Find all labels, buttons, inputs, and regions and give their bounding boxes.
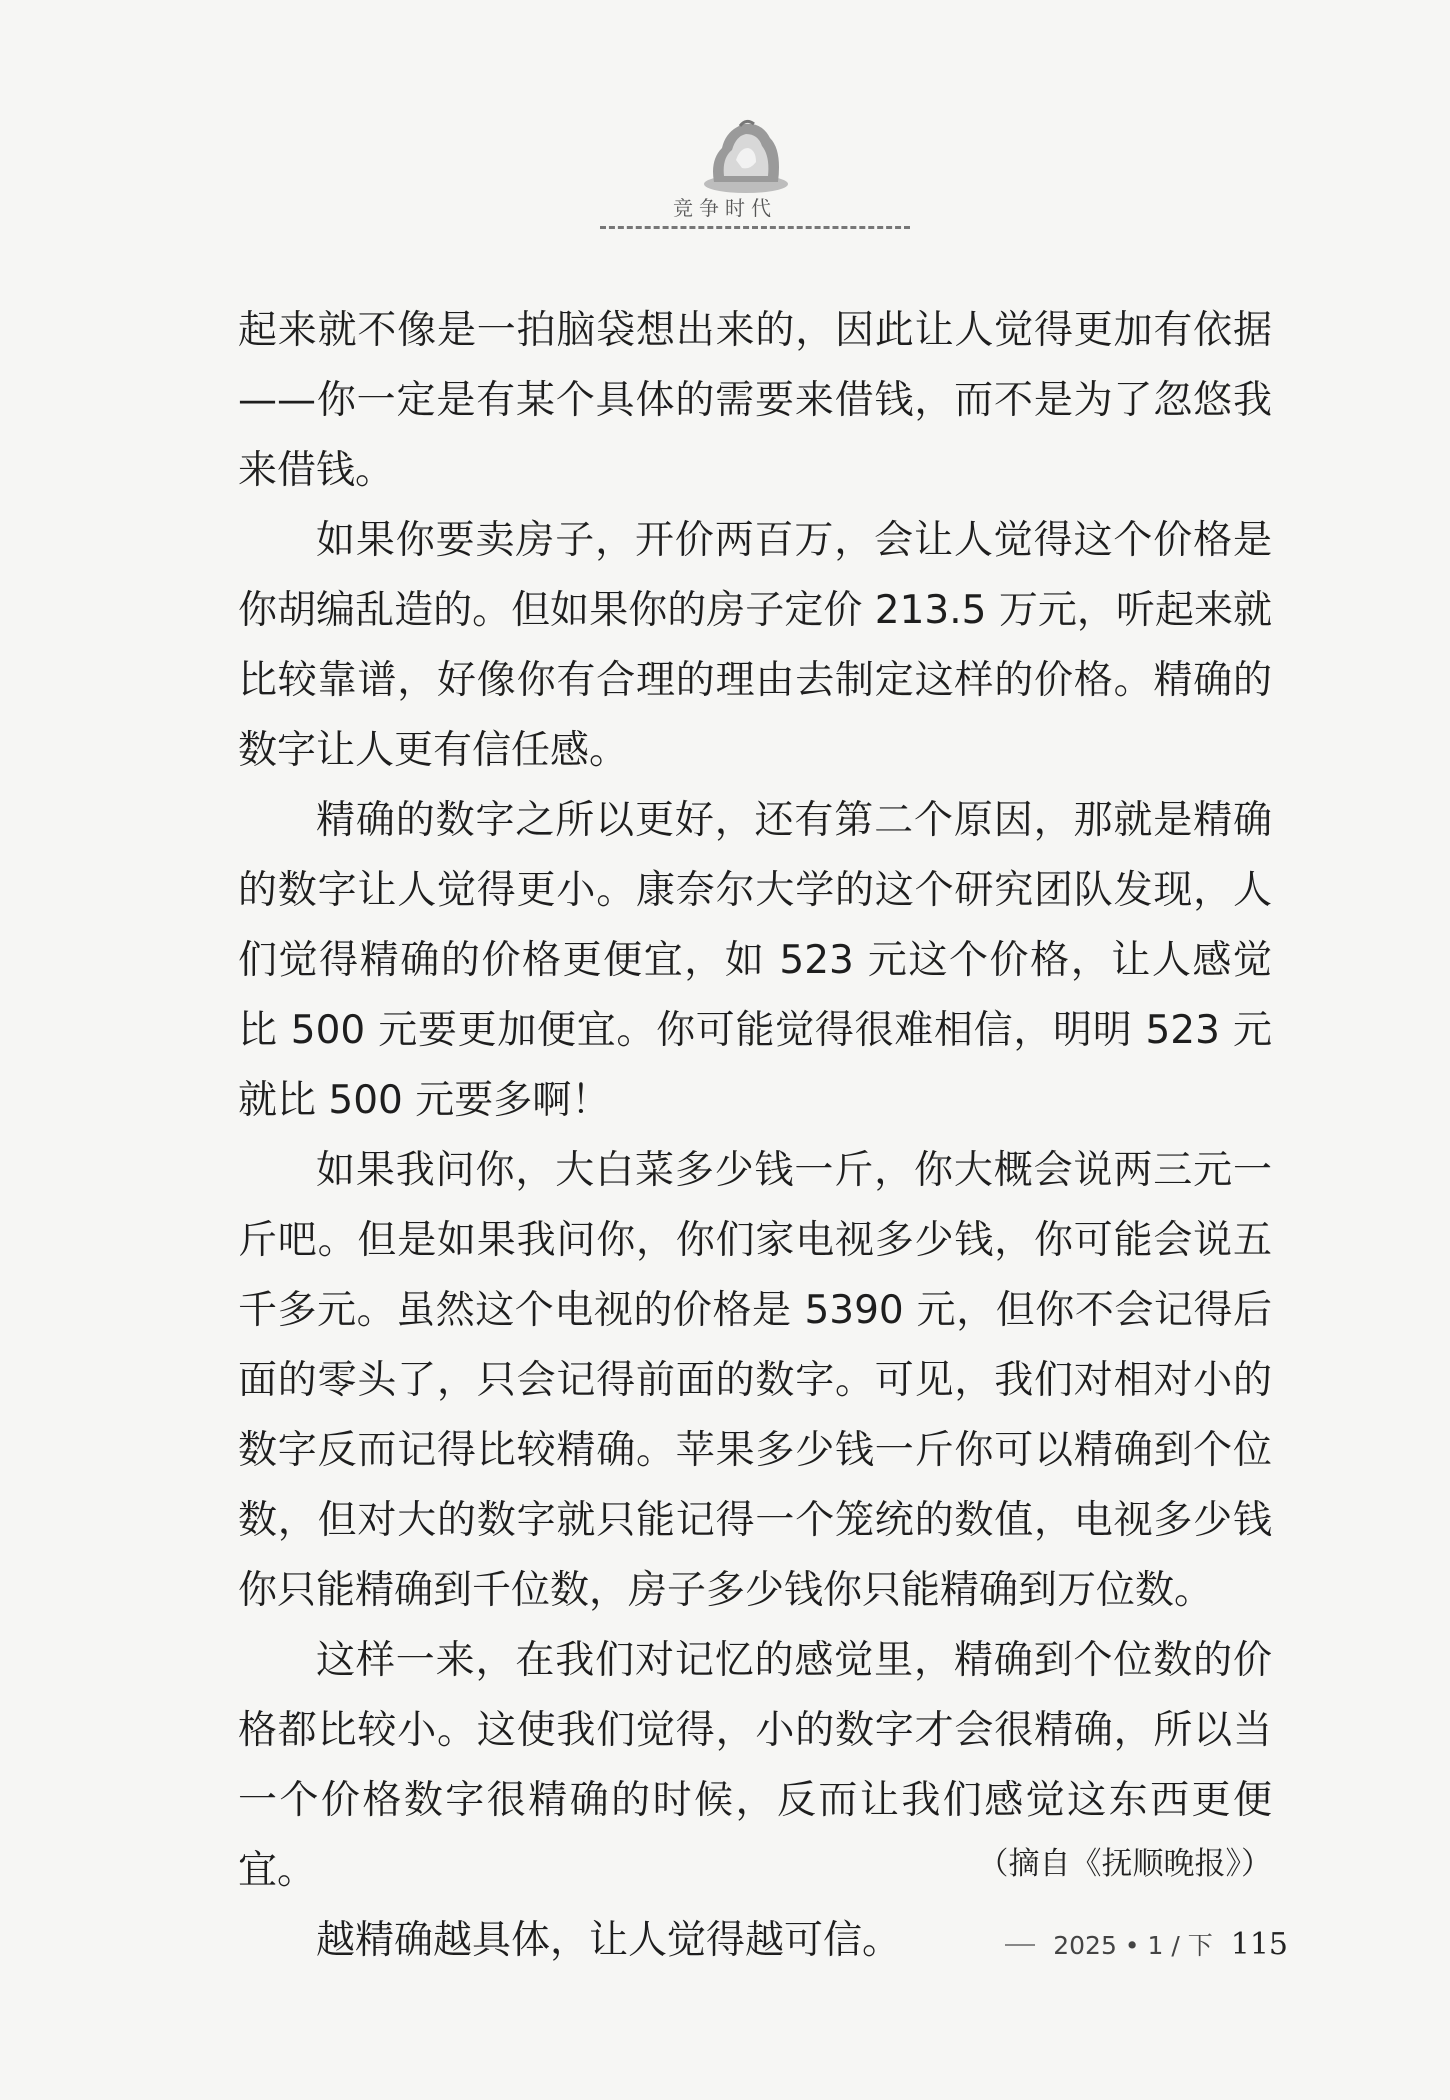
issue-label: 2025 • 1 / 下 <box>1053 1931 1213 1960</box>
page-number: 115 <box>1230 1927 1288 1962</box>
sculpture-emblem-icon <box>700 110 792 196</box>
paragraph: 精确的数字之所以更好，还有第二个原因，那就是精确的数字让人觉得更小。康奈尔大学的这个研究团队发现，人们觉得精确的价格更便宜，如 523 元这个价格，让人感觉比 500 元要更加便宜。你可能觉得很难相信，明明 523 元就比 500 元要多啊！ <box>238 798 1272 1123</box>
paragraph: 越精确越具体，让人觉得越可信。 <box>316 1918 902 1963</box>
section-name: 竞争时代 <box>673 196 777 220</box>
paragraph: 如果我问你，大白菜多少钱一斤，你大概会说两三元一斤吧。但是如果我问你，你们家电视多少钱，你可能会说五千多元。虽然这个电视的价格是 5390 元，但你不会记得后面的零头了，只会记得前面的数字。可见，我们对相对小的数字反而记得比较精确。苹果多少钱一斤你可以精确到个位数，但对大的数字就只能记得一个笼统的数值，电视多少钱你只能精确到千位数，房子多少钱你只能精确到万位数。 <box>238 1148 1272 1613</box>
source-citation: （摘自《抚顺晚报》） <box>977 1846 1272 1882</box>
paragraph: 这样一来，在我们对记忆的感觉里，精确到个位数的价格都比较小。这使我们觉得，小的数字才会很精确，所以当一个价格数字很精确的时候，反而让我们感觉这东西更便宜。 <box>238 1638 1272 1893</box>
article-body <box>238 296 1272 1976</box>
footer-dash <box>1005 1944 1035 1946</box>
page-footer <box>1005 1926 1288 1962</box>
page-header <box>0 0 1450 260</box>
header-divider <box>600 226 910 229</box>
paragraph: 起来就不像是一拍脑袋想出来的，因此让人觉得更加有依据——你一定是有某个具体的需要来借钱，而不是为了忽悠我来借钱。 <box>238 308 1272 493</box>
paragraph: 如果你要卖房子，开价两百万，会让人觉得这个价格是你胡编乱造的。但如果你的房子定价 213.5 万元，听起来就比较靠谱，好像你有合理的理由去制定这样的价格。精确的数字让人更有信任感。 <box>238 518 1272 773</box>
